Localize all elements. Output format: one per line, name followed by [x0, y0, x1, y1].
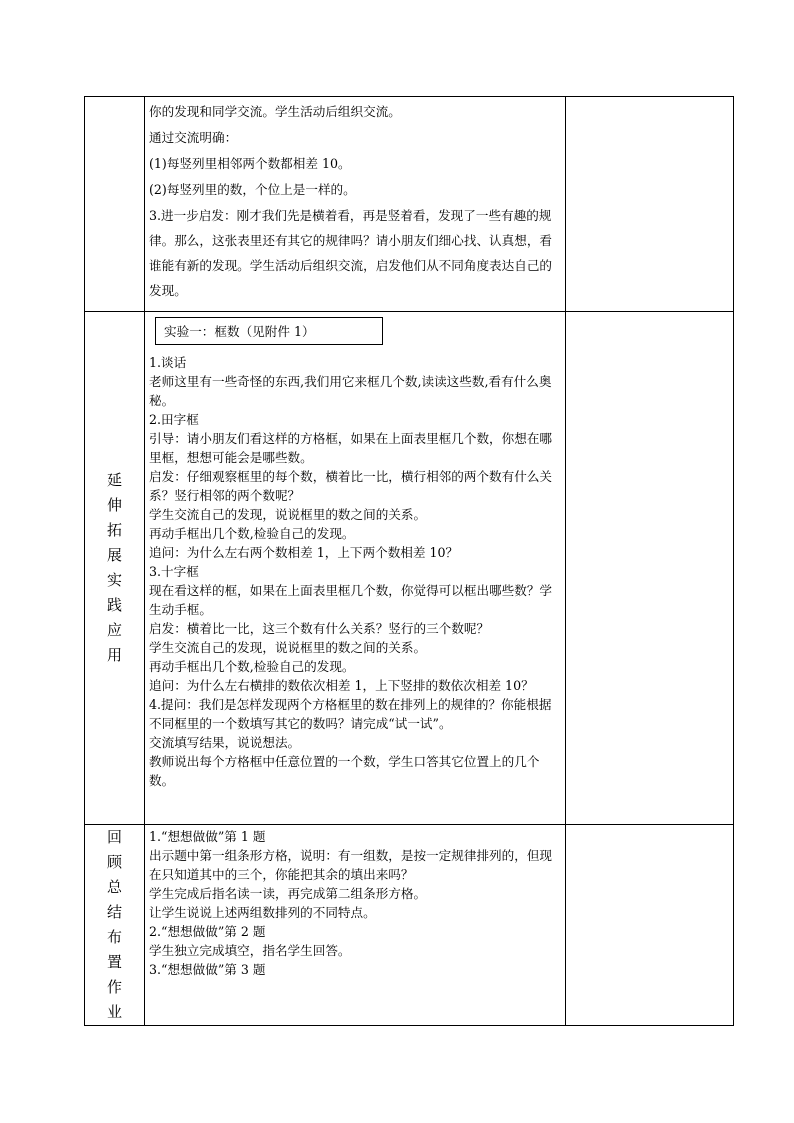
- lesson-plan-table: [84, 96, 734, 1026]
- paragraph: (2)每竖列里的数，个位上是一样的。: [149, 182, 356, 197]
- paragraph: 3.“想想做做”第 3 题: [149, 962, 266, 977]
- paragraph: 追问：为什么左右横排的数依次相差 1，上下竖排的数依次相差 10？: [149, 678, 534, 693]
- stage-label-cell: [85, 97, 145, 312]
- paragraph: 3.十字框: [149, 564, 199, 579]
- paragraph: 老师这里有一些奇怪的东西,我们用它来框几个数,读读这些数,看有什么奥秘。: [149, 374, 552, 408]
- paragraph: 学生独立完成填空，指名学生回答。: [149, 943, 351, 958]
- paragraph: 你的发现和同学交流。学生活动后组织交流。: [149, 104, 401, 119]
- paragraph: 学生完成后指名读一读，再完成第二组条形方格。: [149, 886, 427, 901]
- notes-cell: [566, 825, 734, 1026]
- paragraph: 2.“想想做做”第 2 题: [149, 924, 266, 939]
- content-cell: [145, 312, 566, 825]
- stage-label: 回顾总结布置作业: [106, 828, 122, 1021]
- paragraph: (1)每竖列里相邻两个数都相差 10。: [149, 156, 351, 171]
- paragraph: 出示题中第一组条形方格，说明：有一组数，是按一定规律排列的，但现在只知道其中的三个，你能把其余的填出来吗？: [149, 848, 552, 882]
- table-row: [85, 97, 734, 312]
- paragraph: 通过交流明确：: [149, 130, 238, 145]
- stage-label: 延伸拓展实践应用: [106, 471, 122, 664]
- paragraph: 再动手框出几个数,检验自己的发现。: [149, 526, 355, 541]
- paragraph: 教师说出每个方格框中任意位置的一个数，学生口答其它位置上的几个数。: [149, 754, 540, 788]
- paragraph: 启发：仔细观察框里的每个数，横着比一比，横行相邻的两个数有什么关系？竖行相邻的两个数呢？: [149, 469, 552, 503]
- paragraph: 启发：横着比一比，这三个数有什么关系？竖行的三个数呢？: [149, 621, 490, 636]
- paragraph: 再动手框出几个数,检验自己的发现。: [149, 659, 355, 674]
- paragraph: 学生交流自己的发现，说说框里的数之间的关系。: [149, 640, 427, 655]
- paragraph: 1.谈话: [149, 355, 187, 370]
- paragraph: 引导：请小朋友们看这样的方格框，如果在上面表里框几个数，你想在哪里框，想想可能会是哪些数。: [149, 431, 552, 465]
- paragraph: 3.进一步启发：刚才我们先是横着看，再是竖着看，发现了一些有趣的规律。那么，这张表里还有其它的规律吗？请小朋友们细心找、认真想，看谁能有新的发现。学生活动后组织交流，启发他们从不同角度表达自己的发现。: [149, 208, 552, 298]
- content-cell: [145, 825, 566, 1026]
- paragraph: 追问：为什么左右两个数相差 1，上下两个数相差 10？: [149, 545, 459, 560]
- paragraph: 4.提问：我们是怎样发现两个方格框里的数在排列上的规律的？你能根据不同框里的一个数填写其它的数吗？请完成“试一试”。: [149, 697, 552, 731]
- experiment-title-box: 实验一：框数（见附件 1）: [155, 317, 383, 345]
- notes-cell: [566, 97, 734, 312]
- paragraph: 2.田字框: [149, 412, 199, 427]
- content-cell: [145, 97, 566, 312]
- paragraph: 交流填写结果，说说想法。: [149, 735, 301, 750]
- stage-label-cell: [85, 312, 145, 825]
- table-row: [85, 825, 734, 1026]
- paragraph: 1.“想想做做”第 1 题: [149, 829, 266, 844]
- notes-cell: [566, 312, 734, 825]
- paragraph: 现在看这样的框，如果在上面表里框几个数，你觉得可以框出哪些数？学生动手框。: [149, 583, 552, 617]
- stage-label-cell: [85, 825, 145, 1026]
- table-row: [85, 312, 734, 825]
- paragraph: 学生交流自己的发现，说说框里的数之间的关系。: [149, 507, 427, 522]
- paragraph: 让学生说说上述两组数排列的不同特点。: [149, 905, 376, 920]
